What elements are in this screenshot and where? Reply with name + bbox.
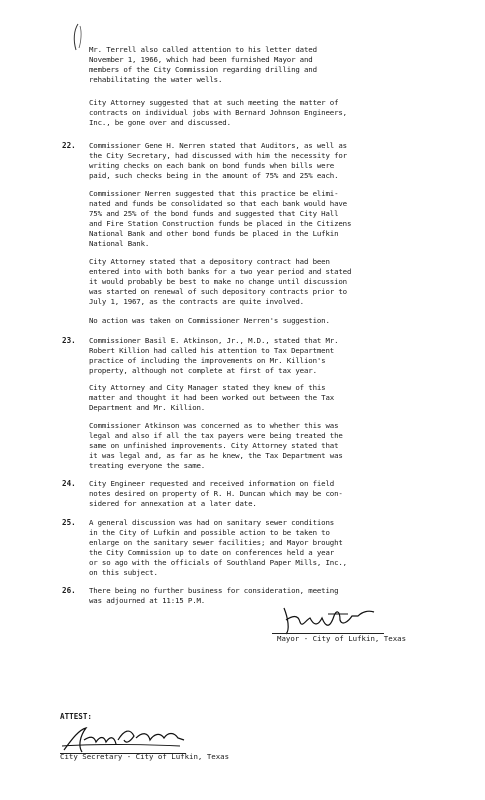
mayor-label: Mayor - City of Lufkin, Texas bbox=[277, 634, 407, 643]
paragraph-tax-department: City Attorney and City Manager stated they knew of this matter and thought it had been worked out between the Tax Department and Mr. Killion. bbox=[89, 383, 335, 412]
secretary-label: City Secretary - City of Lufkin, Texas bbox=[60, 752, 230, 761]
paragraph-depository-contract: City Attorney stated that a depository contract had been entered into with both banks for a two year period and stated it would probably be best to make no change until discussion was started on renewal of such depository contracts prior to July 1, 1967, as the contracts are quite involved. bbox=[89, 257, 352, 306]
paragraph-terrell-letter: Mr. Terrell also called attention to his letter dated November 1, 1966, which had been furnished Mayor and members of the City Commission regarding drilling and rehabilitating the water wells. bbox=[89, 45, 317, 84]
paragraph-no-action: No action was taken on Commissioner Nerren's suggestion. bbox=[89, 316, 330, 325]
paragraph-adjourned: There being no further business for consideration, meeting was adjourned at 11:15 P.M. bbox=[89, 586, 339, 605]
mayor-signature bbox=[278, 604, 378, 636]
paragraph-atkinson-concern: Commissioner Atkinson was concerned as to whether this was legal and also if all the tax payers were being treated the same on unfinished improvements. City Attorney stated that it was legal and, as far as he knew, the Tax Department was treating everyone the same. bbox=[89, 421, 343, 470]
margin-mark bbox=[70, 22, 84, 54]
paragraph-atkinson-killion: Commissioner Basil E. Atkinson, Jr., M.D., stated that Mr. Robert Killion had called his attention to Tax Department practice of including the improvements on Mr. Killion's property, although not complete at first of tax year. bbox=[89, 336, 339, 375]
secretary-signature bbox=[60, 722, 190, 756]
paragraph-nerren-suggestion: Commissioner Nerren suggested that this practice be elimi- nated and funds be consolidated so that each bank would have 75% and 25% of the bond funds and suggested that City Hall and Fire Station Construction funds be placed in the Citizens National Bank and other bond funds be placed in the Lufkin National Bank. bbox=[89, 189, 352, 248]
paragraph-nerren-checks: Commissioner Gene H. Nerren stated that Auditors, as well as the City Secretary, had discussed with him the necessity for writing checks on each bank on bond funds when bills were paid, such checks being in the amount of 75% and 25% each. bbox=[89, 141, 347, 180]
attest-label: ATTEST: bbox=[60, 712, 93, 721]
item-number-24: 24. bbox=[62, 479, 76, 488]
item-number-25: 25. bbox=[62, 518, 76, 527]
paragraph-field-notes: City Engineer requested and received information on field notes desired on property of R. H. Duncan which may be con- sidered for annexation at a later date. bbox=[89, 479, 343, 508]
item-number-22: 22. bbox=[62, 141, 76, 150]
paragraph-attorney-contracts: City Attorney suggested that at such meeting the matter of contracts on individual jobs with Bernard Johnson Engineers, Inc., be gone over and discussed. bbox=[89, 98, 347, 127]
item-number-26: 26. bbox=[62, 586, 76, 595]
paragraph-sanitary-sewer: A general discussion was had on sanitary sewer conditions in the City of Lufkin and possible action to be taken to enlarge on the sanitary sewer facilities; and Mayor brought the City Commission up to date on conferences held a year or so ago with the officials of Southland Paper Mills, Inc., on this subject. bbox=[89, 518, 347, 577]
item-number-23: 23. bbox=[62, 336, 76, 345]
